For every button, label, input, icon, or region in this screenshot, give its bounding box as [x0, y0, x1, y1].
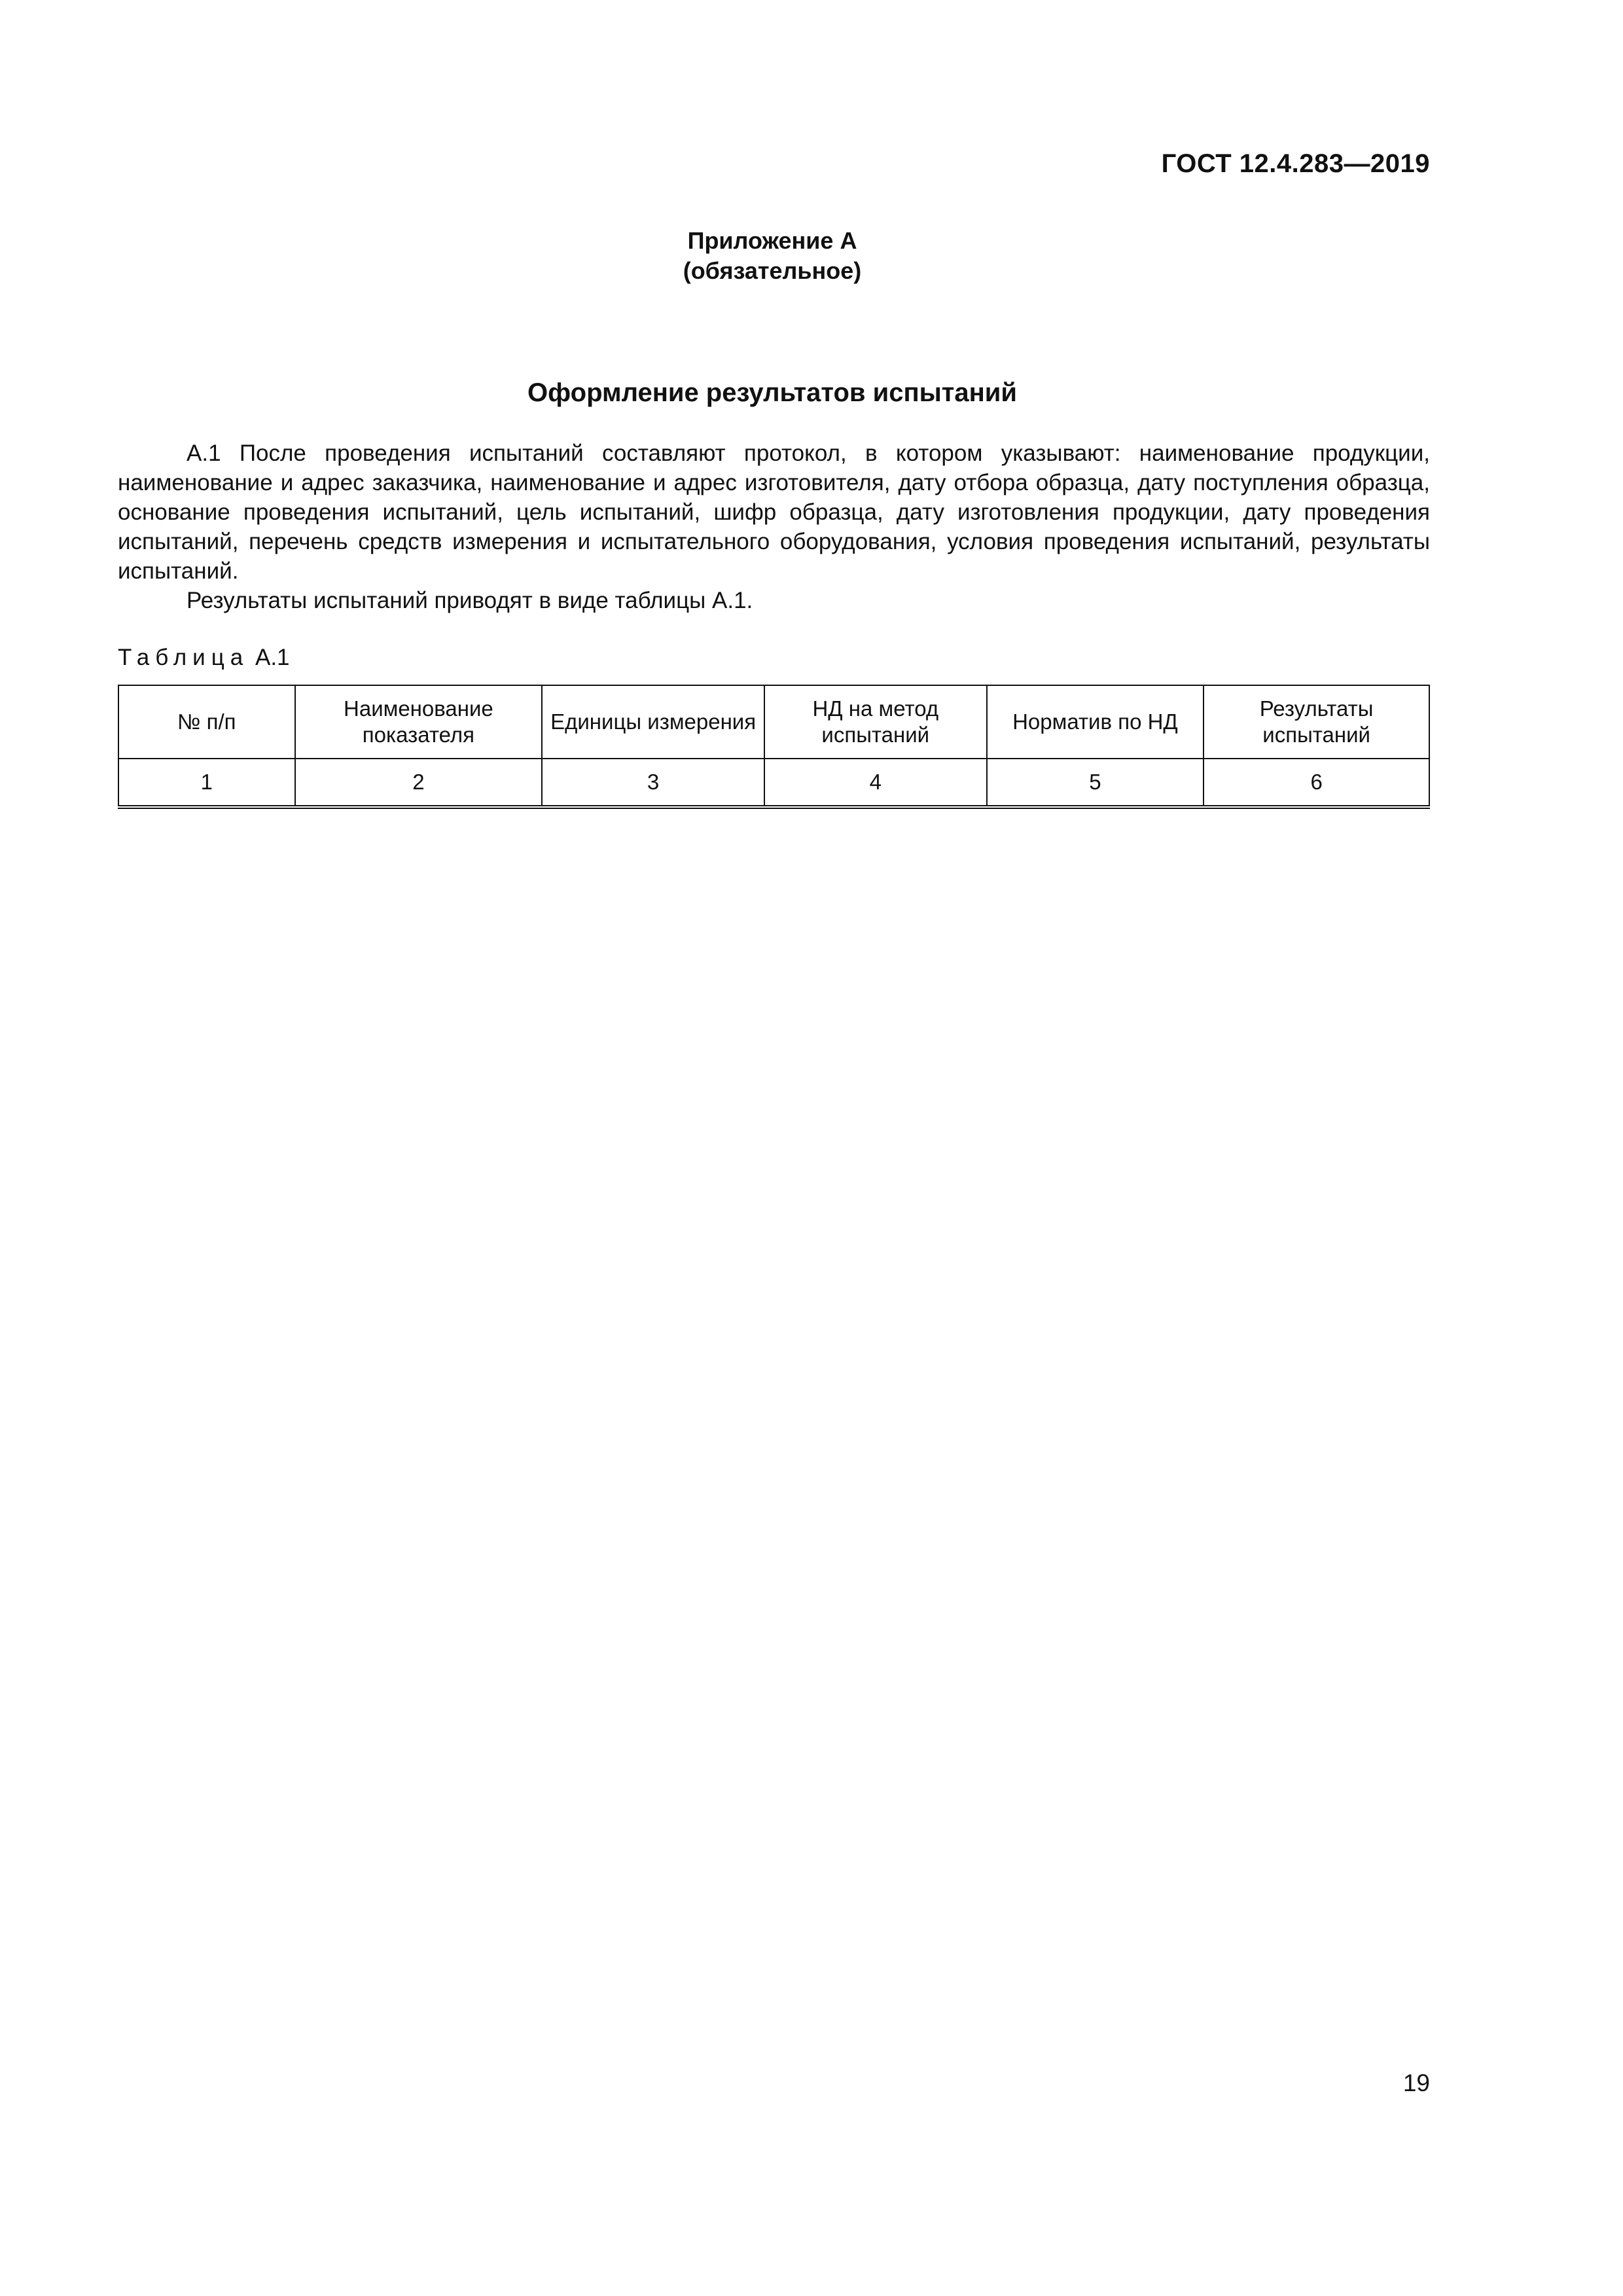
appendix-status: (обязательное) [683, 257, 862, 284]
header-cell-indicator: Наименование показателя [295, 685, 543, 759]
paragraph-results: Результаты испытаний приводят в виде таблицы А.1. [187, 588, 753, 613]
appendix-heading [0, 226, 1544, 286]
table-cell: 2 [295, 759, 543, 807]
body-text [118, 439, 1430, 615]
table-cell: 5 [987, 759, 1204, 807]
table-cell: 3 [542, 759, 764, 807]
header-cell-method: НД на метод испытаний [764, 685, 987, 759]
table-caption-word: Таблица [118, 645, 249, 670]
table-caption-number: А.1 [255, 645, 290, 670]
header-cell-units: Единицы измерения [542, 685, 764, 759]
page-number: 19 [1402, 2070, 1430, 2096]
header-cell-results: Результаты испытаний [1204, 685, 1429, 759]
header-cell-norm: Норматив по НД [987, 685, 1204, 759]
section-title: Оформление результатов испытаний [527, 378, 1017, 407]
document-code: ГОСТ 12.4.283—2019 [1161, 149, 1430, 178]
table-cell: 1 [118, 759, 295, 807]
table-cell: 4 [764, 759, 987, 807]
table-cell: 6 [1204, 759, 1429, 807]
paragraph-a1: А.1 После проведения испытаний составляют протокол, в котором указывают: наименование продукции, наименование и адрес заказчика, наименование и адрес изготовителя, дату отбора образца, дату поступления образца, основание проведения испытаний, цель испытаний, шифр образца, дату изготовления продукции, дату проведения испытаний, перечень средств измерения и испытательного оборудования, условия проведения испытаний, результаты испытаний. [118, 440, 1430, 584]
appendix-title: Приложение А [687, 227, 857, 254]
table-caption [118, 645, 290, 671]
table-row [118, 759, 1429, 807]
header-cell-number: № п/п [118, 685, 295, 759]
table-header-row [118, 685, 1429, 759]
results-table [118, 685, 1430, 809]
